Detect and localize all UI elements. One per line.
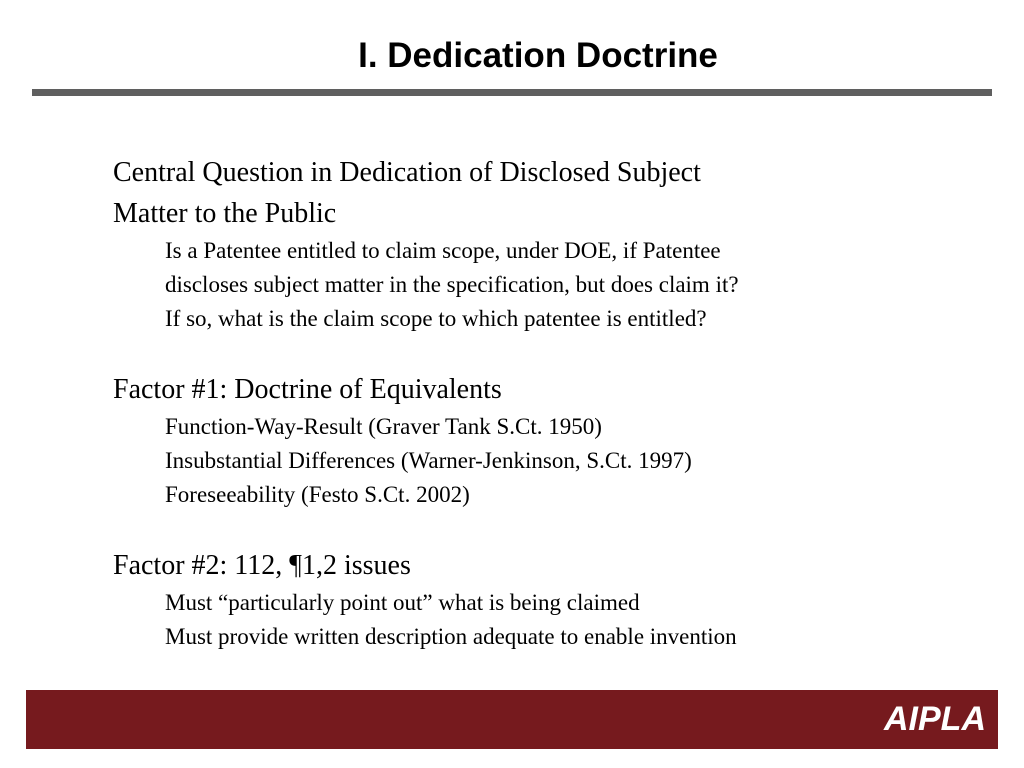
aipla-logo: AIPLA [884,700,986,738]
footer-bar [26,690,998,749]
section-central-question [113,152,913,336]
section-factor-1 [113,369,913,512]
bullet-item: Insubstantial Differences (Warner-Jenkinson, S.Ct. 1997) [165,448,692,473]
bullet-item: If so, what is the claim scope to which patentee is entitled? [165,306,707,331]
bullet-item: Is a Patentee entitled to claim scope, under DOE, if Patentee [165,238,721,263]
bullet-item: Foreseeability (Festo S.Ct. 2002) [165,482,470,507]
bullet-item: Function-Way-Result (Graver Tank S.Ct. 1950) [165,414,602,439]
bullet-item: discloses subject matter in the specification, but does claim it? [165,272,739,297]
bullet-item: Must provide written description adequate to enable invention [165,624,737,649]
section-heading-line: Central Question in Dedication of Disclosed Subject [113,157,701,188]
section-heading-line: Factor #2: 112, ¶1,2 issues [113,550,411,581]
section-factor-2 [113,545,913,654]
section-heading-line: Factor #1: Doctrine of Equivalents [113,374,502,405]
slide-title: I. Dedication Doctrine [358,36,718,75]
title-divider [32,89,992,96]
bullet-item: Must “particularly point out” what is being claimed [165,590,640,615]
slide-body [113,152,913,654]
section-heading-line: Matter to the Public [113,198,337,229]
